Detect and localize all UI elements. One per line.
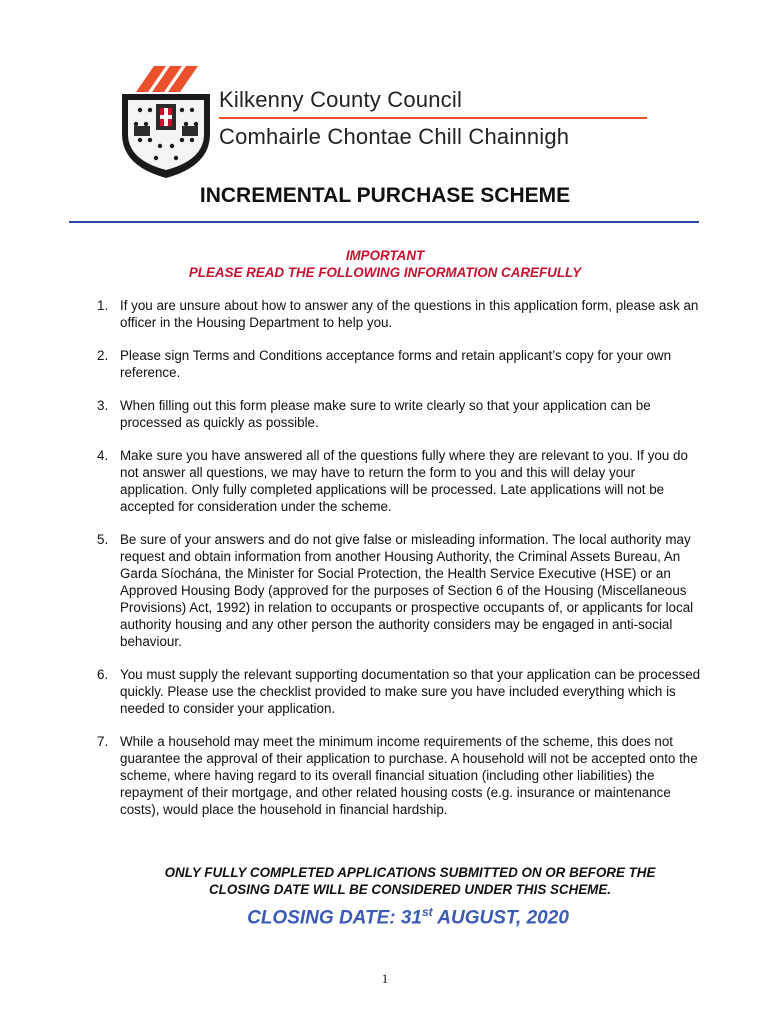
submission-notice: [0, 864, 770, 898]
title-underline: [69, 221, 699, 223]
item-number: 2.: [97, 348, 109, 363]
item-number: 3.: [97, 398, 109, 413]
important-subheading: PLEASE READ THE FOLLOWING INFORMATION CAREFULLY: [188, 265, 582, 280]
council-name-english: Kilkenny County Council: [219, 87, 463, 112]
council-name-irish: Comhairle Chontae Chill Chainnigh: [219, 124, 570, 149]
notice-line-1: ONLY FULLY COMPLETED APPLICATIONS SUBMITTED ON OR BEFORE THE: [164, 865, 656, 880]
item-number: 1.: [97, 298, 109, 313]
item-number: 4.: [97, 448, 109, 463]
notice-line-2: CLOSING DATE WILL BE CONSIDERED UNDER THIS SCHEME.: [209, 882, 611, 897]
list-item: [93, 531, 705, 650]
list-item: [93, 347, 705, 381]
item-number: 6.: [97, 667, 109, 682]
closing-date-prefix: CLOSING DATE: 31: [247, 907, 422, 929]
important-heading: IMPORTANT: [345, 248, 425, 263]
item-text: Please sign Terms and Conditions acceptance forms and retain applicant’s copy for your own reference.: [120, 348, 672, 380]
list-item: [93, 666, 705, 717]
item-number: 7.: [97, 734, 109, 749]
page-number: 1: [381, 971, 389, 986]
important-notice: [0, 247, 770, 281]
item-text: Be sure of your answers and do not give false or misleading information. The local authority may request and obtain information from another Housing Authority, the Criminal Assets Bureau, An Garda Síochána, the Minister for Social Protection, the Health Service Executive (HSE) or an Approved Housing Body (approved for the purposes of Section 6 of the Housing (Miscellaneous Provisions) Act, 1992) in relation to occupants or prospective occupants of, or applicants for local authority housing and any other person the authority considers may be engaged in anti-social behaviour.: [120, 532, 694, 649]
logo-divider: [219, 117, 647, 119]
list-item: [93, 297, 705, 331]
item-text: While a household may meet the minimum income requirements of the scheme, this does not guarantee the approval of their application to purchase. A household will not be accepted onto the scheme, where having regard to its overall financial situation (including other liabilities) the repayment of their mortgage, and other related housing costs (e.g. insurance or maintenance costs), would place the household in financial hardship.: [120, 734, 698, 817]
item-number: 5.: [97, 532, 109, 547]
item-text: Make sure you have answered all of the questions fully where they are relevant to you. If you do not answer all questions, we may have to return the form to you and this will delay your application. Only fully completed applications will be processed. Late applications will not be accepted for consideration under the scheme.: [120, 448, 688, 514]
closing-date-suffix-ordinal: st: [422, 905, 433, 919]
list-item: [93, 397, 705, 431]
item-text: If you are unsure about how to answer any of the questions in this application form, please ask an officer in the Housing Department to help you.: [120, 298, 699, 330]
item-text: You must supply the relevant supporting documentation so that your application can be processed quickly. Please use the checklist provided to make sure you have included everything which is needed to consider your application.: [120, 667, 701, 716]
crest-icon: [116, 62, 216, 180]
list-item: [93, 733, 705, 818]
council-logo: [116, 62, 656, 180]
instruction-list: [93, 297, 705, 834]
page-title: INCREMENTAL PURCHASE SCHEME: [199, 184, 571, 207]
closing-date: [0, 905, 770, 929]
list-item: [93, 447, 705, 515]
item-text: When filling out this form please make sure to write clearly so that your application can be processed as quickly as possible.: [120, 398, 651, 430]
closing-date-month-year: AUGUST, 2020: [432, 907, 569, 929]
